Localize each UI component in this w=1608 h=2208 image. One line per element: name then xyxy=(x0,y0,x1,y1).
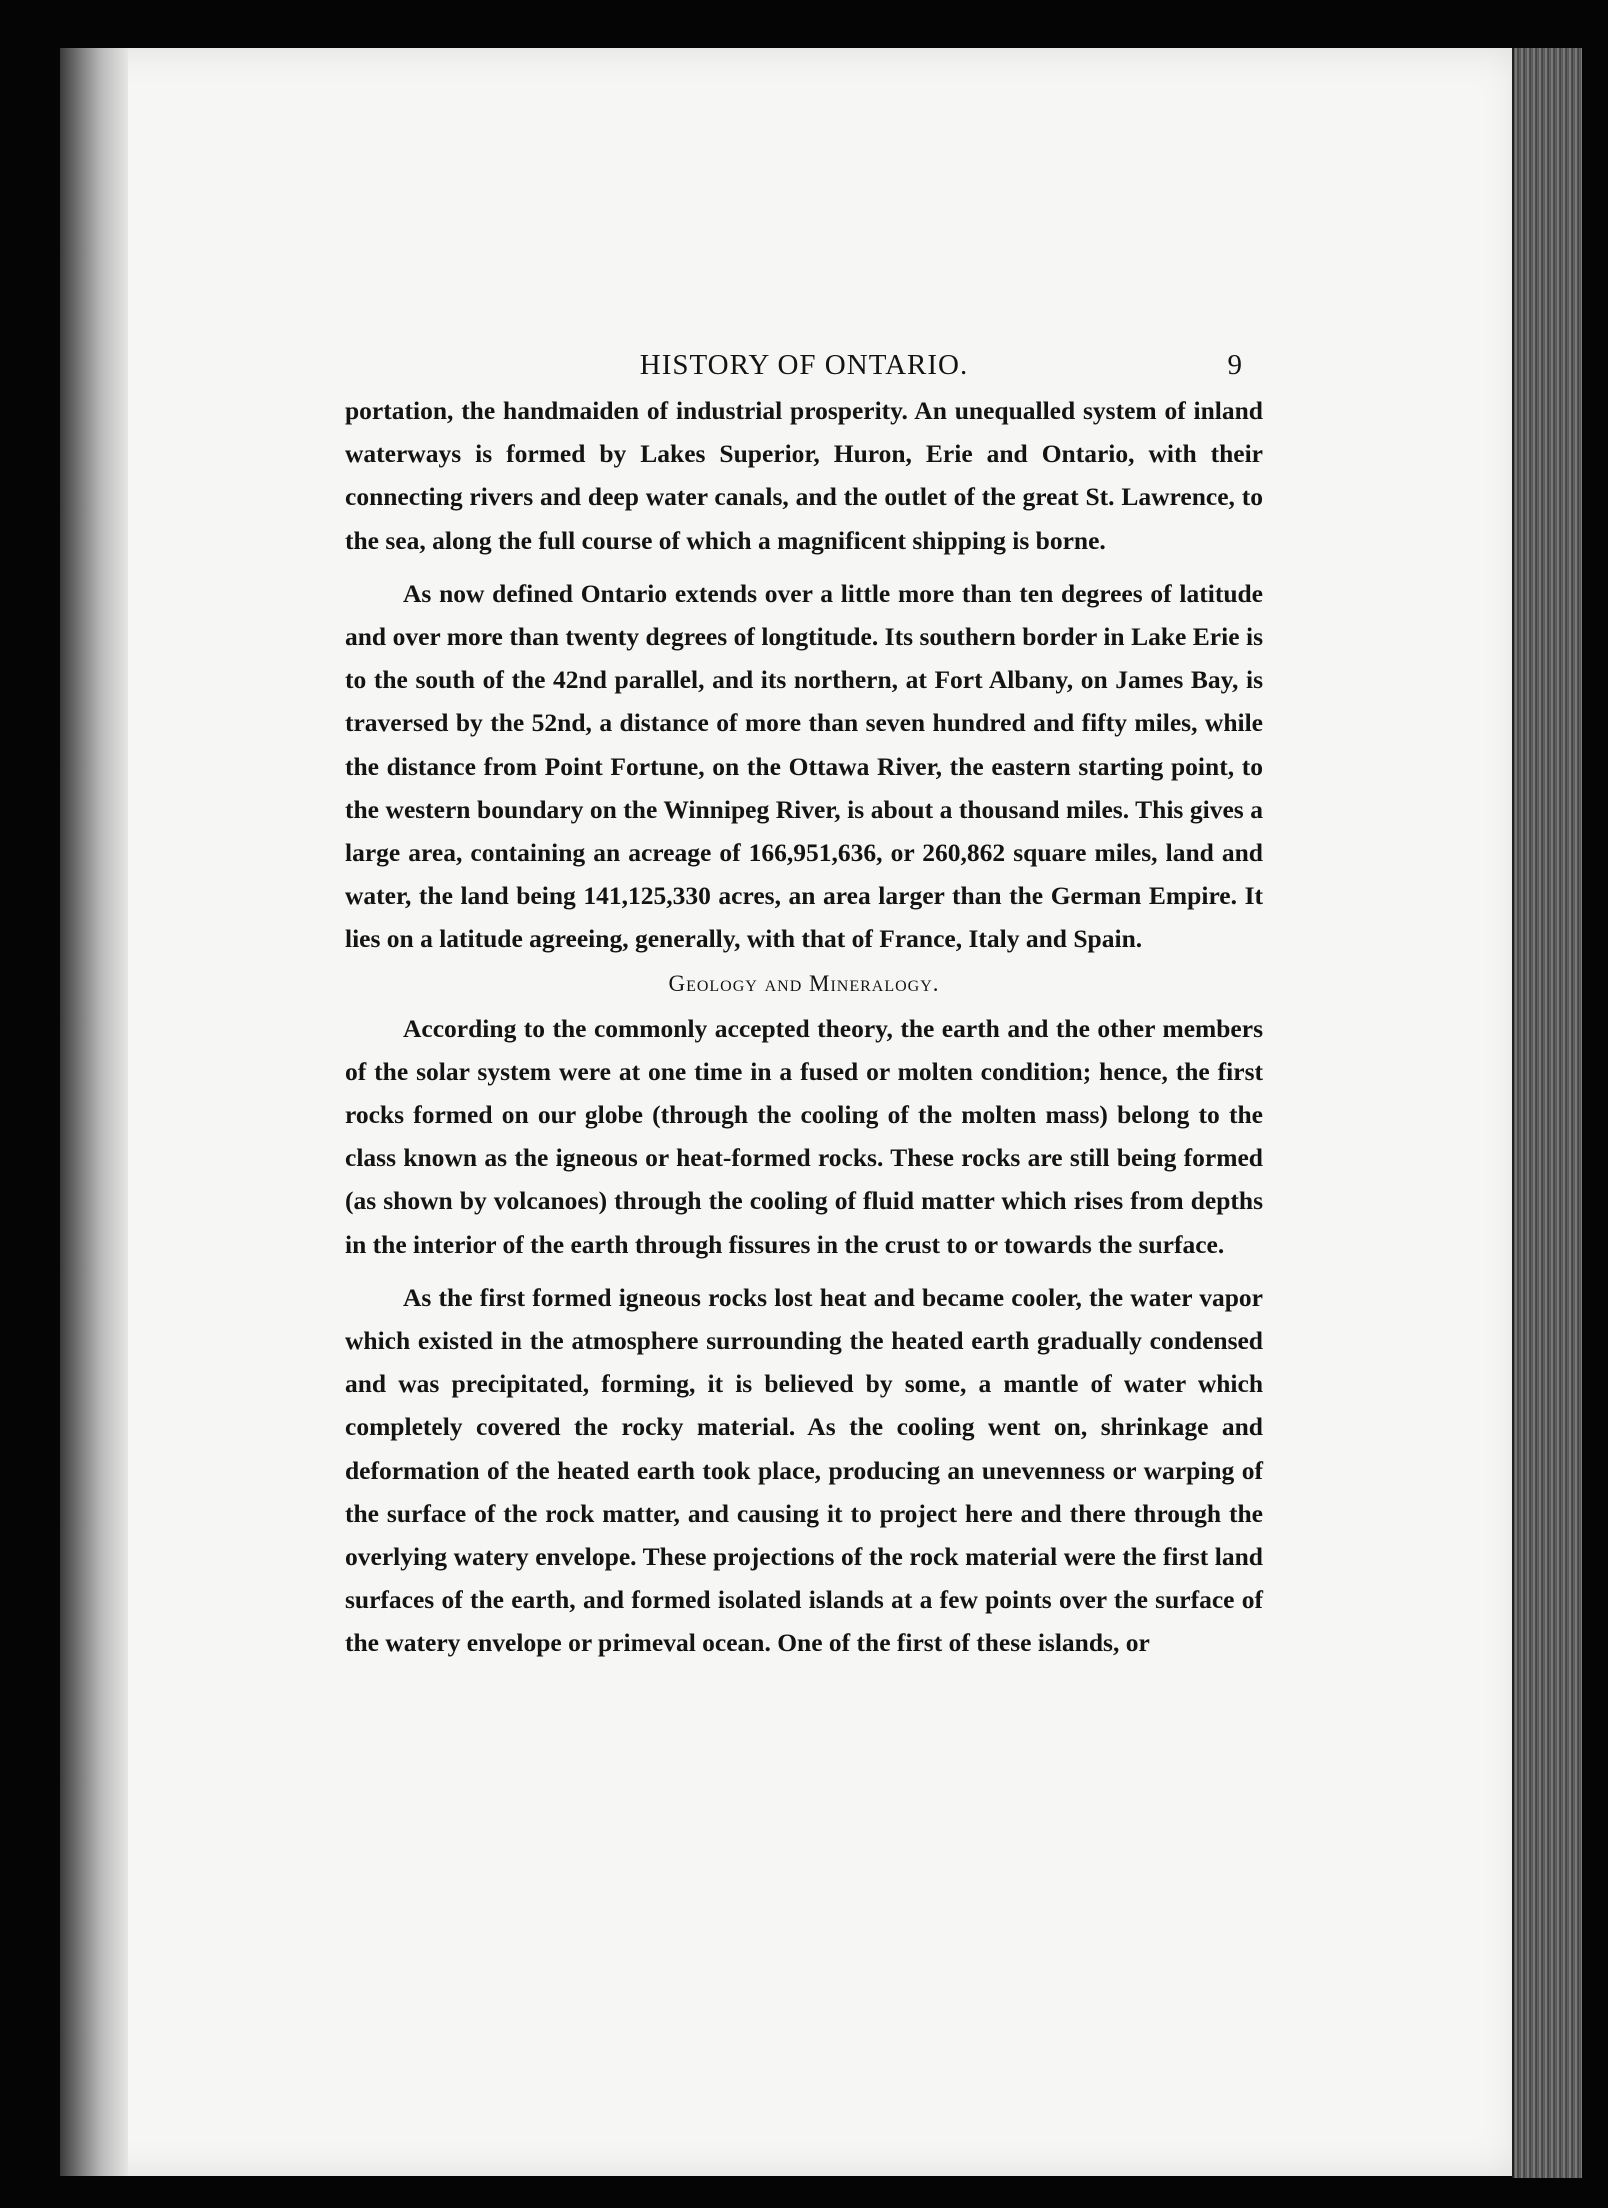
paragraph-1: portation, the handmaiden of industrial prosperity. An unequalled system of inland waterways is formed by Lakes Superior, Huron, Erie and Ontario, with their connecting rivers and deep water canals, and the outlet of the great St. Lawrence, to the sea, along the full course of which a magnificent shipping is borne. xyxy=(345,396,1263,555)
section-heading: Geology and Mineralogy. xyxy=(668,970,940,996)
paragraph-4: As the first formed igneous rocks lost heat and became cooler, the water vapor which existed in the atmosphere surrounding the heated earth gradually condensed and was precipitated, forming, it is believed by some, a mantle of water which completely covered the rocky material. As the cooling went on, shrinkage and deformation of the heated earth took place, producing an unevenness or warping of the surface of the rock matter, and causing it to project here and there through the overlying watery envelope. These projections of the rock material were the first land surfaces of the earth, and formed isolated islands at a few points over the surface of the watery envelope or primeval ocean. One of the first of these islands, or xyxy=(345,1282,1263,1658)
page-number: 9 xyxy=(1227,349,1243,381)
paragraph-2: As now defined Ontario extends over a little more than ten degrees of latitude and over more than twenty degrees of longtitude. Its southern border in Lake Erie is to the south of the 42nd parallel, and its northern, at Fort Albany, on James Bay, is traversed by the 52nd, a distance of more than seven hundred and fifty miles, while the distance from Point Fortune, on the Ottawa River, the eastern starting point, to the western boundary on the Winnipeg River, is about a thousand miles. This gives a large area, containing an acreage of 166,951,636, or 260,862 square miles, land and water, the land being 141,125,330 acres, an area larger than the German Empire. It lies on a latitude agreeing, generally, with that of France, Italy and Spain. xyxy=(345,578,1263,954)
page-edges xyxy=(1512,48,1582,2178)
paragraph-3: According to the commonly accepted theory, the earth and the other members of the solar system were at one time in a fused or molten condition; hence, the first rocks formed on our globe (through the cooling of the molten mass) belong to the class known as the igneous or heat-formed rocks. These rocks are still being formed (as shown by volcanoes) through the cooling of fluid matter which rises from depths in the interior of the earth through fissures in the crust to or towards the surface. xyxy=(345,1013,1263,1259)
running-header xyxy=(345,345,1263,389)
page-text-block xyxy=(345,345,1263,1665)
running-title: HISTORY OF ONTARIO. xyxy=(639,349,969,381)
book-gutter xyxy=(60,48,128,2176)
